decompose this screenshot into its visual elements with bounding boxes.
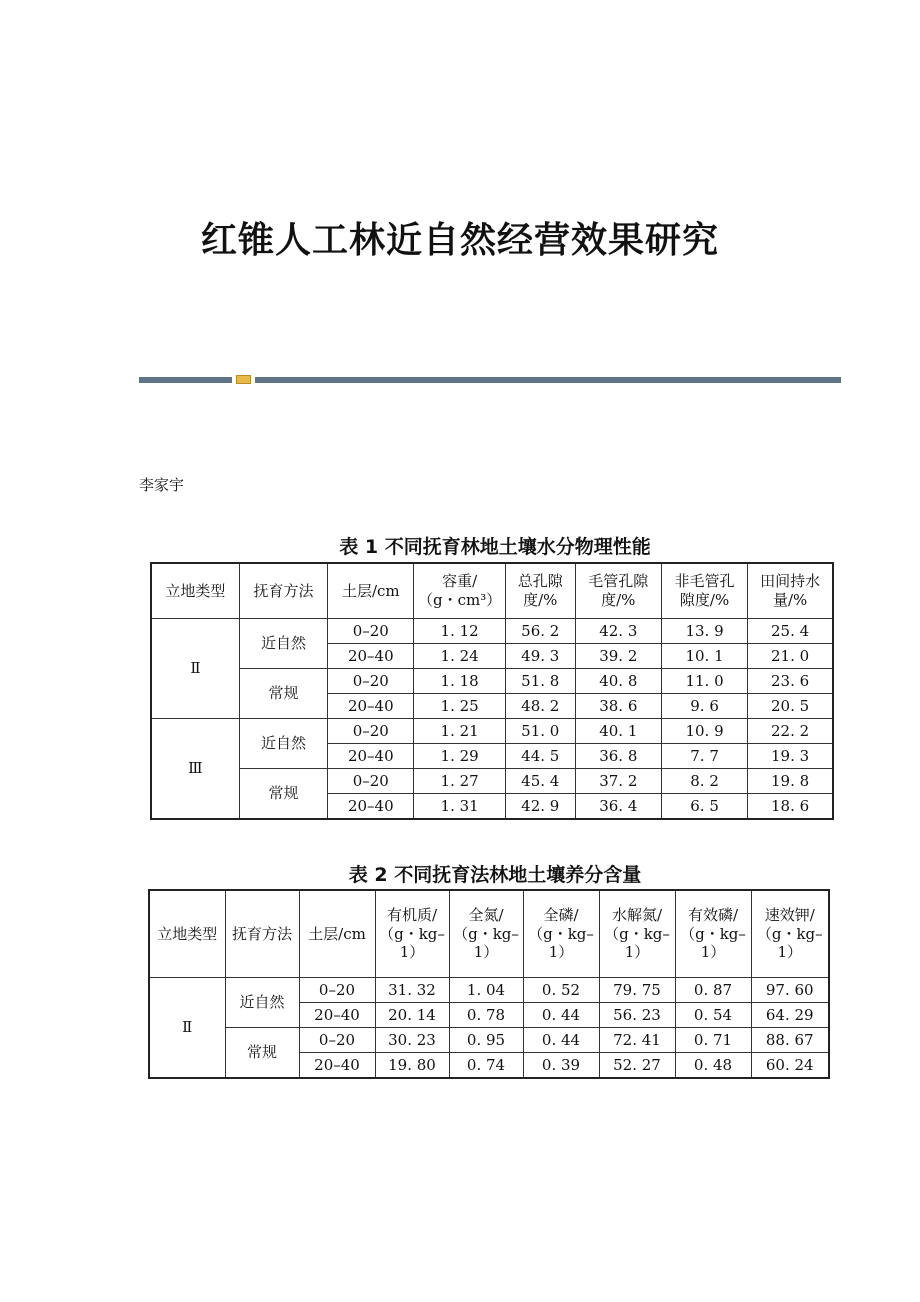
- table-cell: 10. 1: [661, 644, 747, 669]
- table1-header-cell: 容重/ （g・cm³）: [414, 563, 505, 619]
- table2-header-cell: 水解氮/ （g・kg– 1）: [599, 890, 675, 978]
- divider-bar-left: [139, 377, 232, 383]
- table-cell: 20. 14: [375, 1003, 449, 1028]
- table-cell: 38. 6: [575, 694, 661, 719]
- method-cell: 近自然: [225, 978, 299, 1028]
- table-cell: 56. 23: [599, 1003, 675, 1028]
- table1-header-cell: 非毛管孔 隙度/%: [661, 563, 747, 619]
- table-cell: 51. 0: [505, 719, 575, 744]
- table-cell: 79. 75: [599, 978, 675, 1003]
- table-cell: 1. 12: [414, 619, 505, 644]
- author-name: 李家宇: [139, 476, 185, 494]
- table-cell: 1. 27: [414, 769, 505, 794]
- table-cell: 18. 6: [748, 794, 833, 820]
- table-cell: 9. 6: [661, 694, 747, 719]
- table-cell: 0. 87: [675, 978, 751, 1003]
- table-cell: 42. 9: [505, 794, 575, 820]
- table2-caption: 表 2 不同抚育法林地土壤养分含量: [348, 864, 642, 886]
- divider-badge-icon: [236, 375, 251, 384]
- table-cell: 19. 80: [375, 1053, 449, 1079]
- table-cell: 23. 6: [748, 669, 833, 694]
- table-cell: 21. 0: [748, 644, 833, 669]
- method-cell: 近自然: [239, 619, 327, 669]
- table-cell: 0–20: [328, 769, 414, 794]
- table1-header-cell: 总孔隙 度/%: [505, 563, 575, 619]
- table-cell: 0. 54: [675, 1003, 751, 1028]
- table-cell: 1. 24: [414, 644, 505, 669]
- table-cell: 20–40: [328, 694, 414, 719]
- table-cell: 0–20: [328, 669, 414, 694]
- table-cell: 0. 71: [675, 1028, 751, 1053]
- table-cell: 60. 24: [751, 1053, 829, 1079]
- table-cell: 0–20: [299, 978, 375, 1003]
- table-cell: 0. 44: [523, 1003, 599, 1028]
- site-type-cell: Ⅱ: [151, 619, 239, 719]
- table-cell: 52. 27: [599, 1053, 675, 1079]
- table-cell: 56. 2: [505, 619, 575, 644]
- table2-header-cell: 全氮/ （g・kg– 1）: [449, 890, 523, 978]
- table-cell: 20–40: [328, 744, 414, 769]
- table-cell: 72. 41: [599, 1028, 675, 1053]
- table1-header-cell: 抚育方法: [239, 563, 327, 619]
- method-cell: 近自然: [239, 719, 327, 769]
- table2-header-cell: 全磷/ （g・kg– 1）: [523, 890, 599, 978]
- table-cell: 20–40: [328, 794, 414, 820]
- table-cell: 6. 5: [661, 794, 747, 820]
- table-row: [149, 1028, 829, 1053]
- table2-header-cell: 有机质/ （g・kg– 1）: [375, 890, 449, 978]
- document-title: 红锥人工林近自然经营效果研究: [200, 219, 719, 261]
- table1-header-cell: 毛管孔隙 度/%: [575, 563, 661, 619]
- table2-header-cell: 土层/cm: [299, 890, 375, 978]
- table-cell: 36. 8: [575, 744, 661, 769]
- table-cell: 11. 0: [661, 669, 747, 694]
- table-cell: 1. 25: [414, 694, 505, 719]
- table-cell: 0. 48: [675, 1053, 751, 1079]
- table-cell: 31. 32: [375, 978, 449, 1003]
- table-cell: 37. 2: [575, 769, 661, 794]
- table-cell: 20–40: [299, 1003, 375, 1028]
- table-cell: 0–20: [328, 619, 414, 644]
- table2-header-cell: 有效磷/ （g・kg– 1）: [675, 890, 751, 978]
- method-cell: 常规: [225, 1028, 299, 1079]
- table1-header-cell: 田间持水 量/%: [748, 563, 833, 619]
- table-cell: 42. 3: [575, 619, 661, 644]
- table-cell: 1. 21: [414, 719, 505, 744]
- table-cell: 97. 60: [751, 978, 829, 1003]
- table-cell: 8. 2: [661, 769, 747, 794]
- table-cell: 40. 1: [575, 719, 661, 744]
- table-cell: 13. 9: [661, 619, 747, 644]
- table-cell: 1. 18: [414, 669, 505, 694]
- table-cell: 0. 95: [449, 1028, 523, 1053]
- title-divider: [139, 375, 841, 384]
- table-cell: 0. 74: [449, 1053, 523, 1079]
- table-cell: 0. 78: [449, 1003, 523, 1028]
- table-cell: 10. 9: [661, 719, 747, 744]
- table-cell: 0–20: [328, 719, 414, 744]
- table1-header-row: [151, 563, 833, 619]
- table1-header-cell: 立地类型: [151, 563, 239, 619]
- table-cell: 19. 8: [748, 769, 833, 794]
- method-cell: 常规: [239, 669, 327, 719]
- table-cell: 30. 23: [375, 1028, 449, 1053]
- table-row: [151, 619, 833, 644]
- table-row: [151, 719, 833, 744]
- table1-header-cell: 土层/cm: [328, 563, 414, 619]
- table-cell: 19. 3: [748, 744, 833, 769]
- table-cell: 44. 5: [505, 744, 575, 769]
- table-cell: 36. 4: [575, 794, 661, 820]
- table-cell: 20–40: [328, 644, 414, 669]
- table2: [148, 889, 830, 1079]
- table-row: [151, 769, 833, 794]
- table-cell: 20–40: [299, 1053, 375, 1079]
- method-cell: 常规: [239, 769, 327, 820]
- table-cell: 64. 29: [751, 1003, 829, 1028]
- table1-caption: 表 1 不同抚育林地土壤水分物理性能: [339, 536, 651, 558]
- table-row: [151, 669, 833, 694]
- table-cell: 20. 5: [748, 694, 833, 719]
- table-cell: 45. 4: [505, 769, 575, 794]
- table2-header-cell: 立地类型: [149, 890, 225, 978]
- site-type-cell: Ⅲ: [151, 719, 239, 820]
- table-cell: 39. 2: [575, 644, 661, 669]
- table-cell: 1. 31: [414, 794, 505, 820]
- table-cell: 51. 8: [505, 669, 575, 694]
- table-cell: 0. 44: [523, 1028, 599, 1053]
- table2-header-cell: 速效钾/ （g・kg– 1）: [751, 890, 829, 978]
- table-cell: 7. 7: [661, 744, 747, 769]
- table-cell: 48. 2: [505, 694, 575, 719]
- table-cell: 40. 8: [575, 669, 661, 694]
- table-cell: 1. 04: [449, 978, 523, 1003]
- table-cell: 88. 67: [751, 1028, 829, 1053]
- table-cell: 25. 4: [748, 619, 833, 644]
- table2-header-cell: 抚育方法: [225, 890, 299, 978]
- table-cell: 0–20: [299, 1028, 375, 1053]
- table-cell: 0. 39: [523, 1053, 599, 1079]
- table-cell: 49. 3: [505, 644, 575, 669]
- table-cell: 0. 52: [523, 978, 599, 1003]
- table1: [150, 562, 834, 820]
- table-cell: 1. 29: [414, 744, 505, 769]
- table-row: [149, 978, 829, 1003]
- divider-bar-right: [255, 377, 841, 383]
- site-type-cell: Ⅱ: [149, 978, 225, 1079]
- table2-header-row: [149, 890, 829, 978]
- table-cell: 22. 2: [748, 719, 833, 744]
